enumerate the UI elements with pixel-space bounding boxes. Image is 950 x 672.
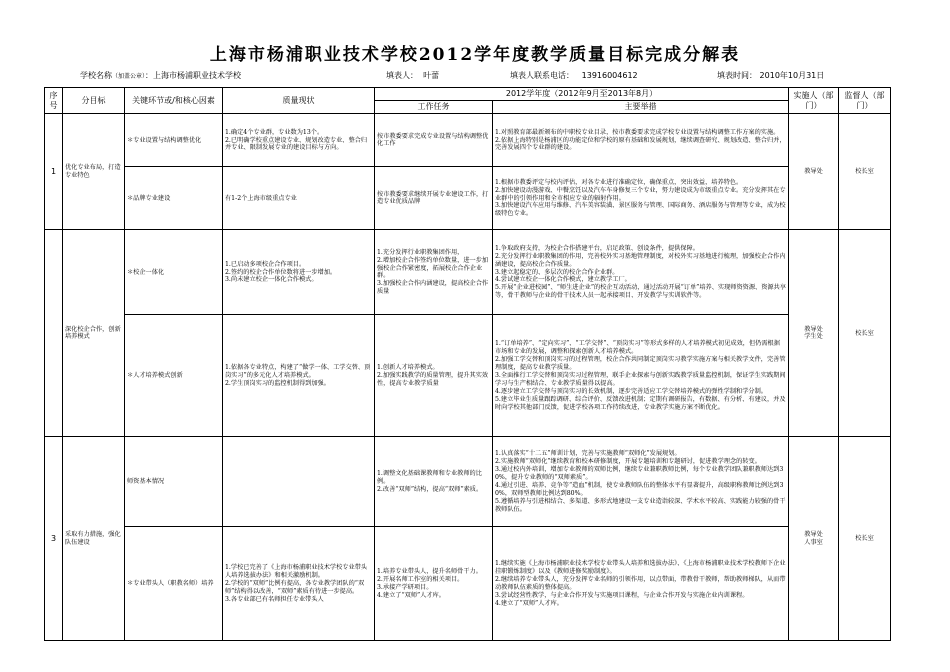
header-year: 2012学年度（2012年9月至2013年8月） — [375, 88, 789, 101]
header-quality-status: 质量现状 — [223, 88, 375, 114]
task-cell: 1.调整文化基础课教师和专业教师的比例。 2.改善“双师”结构，提高“双师”素质。 — [375, 437, 493, 527]
status-cell: 1.已启动多项校企合作项目。 2.签约的校企合作单位数将进一步增加。 3.尚未建立校企一体化合作模式。 — [223, 230, 375, 315]
header-seq: 序号 — [45, 88, 63, 114]
measures-cell: 1.认真落实“十二五”师训计划，完善与实施教师“双师化”发展规划。 2.实施教师“双师化”继续教育和校本研修制度，开展专题培训和专题研讨，促进教学理念的转变。 3.通过校内外培训，增加专业教师的双师比例，继续专业兼职教师比例，每个专业教学团队兼职教师达到30%，提升专业教师的“双师素质”。 4.通过引进、培养、竞争等“造血”机制，使专业教师队伍的整体水平有显著提升，高级职称教师比例达到30%，双师型教师比例达到80%。 5.遵循培养与引进相结合、多渠道、多形式地建设一支专业造诣较深、学术水平较高、实践能力较强的骨干教师队伍。 — [493, 437, 789, 527]
implementer-cell: 教导处 学生处 — [789, 230, 839, 437]
supervisor-cell: 校长室 — [839, 437, 891, 641]
table-row — [45, 527, 891, 641]
school-name: ：上海市杨浦职业技术学校 — [145, 71, 242, 80]
school-label: 学校名称 — [80, 71, 112, 80]
goal-cell: 优化专业布局，打造专业特色 — [63, 114, 125, 230]
phone-field — [510, 70, 638, 81]
status-cell: 1.确定4个专业群，专业数为13个。 2.已明确学校重点建设专业、规划改造专业、整合归并专业、限制发展专业的建设目标与方向。 — [223, 114, 375, 167]
table-row — [45, 437, 891, 527]
key-link-cell: ＊品牌专业建设 — [125, 167, 223, 230]
measures-cell: 1.争取政府支持，为校企合作搭建平台，启足政策、创设条件，提供保障。 2.充分发挥行业职教集团的作用，完善校外实习基地管理制度，对校外实习基地进行梳理，加强校企合作内涵建设，提高校企合作质量。 3.建立起稳定的、多层次的校企合作企业群。 4.尝试建立校企一体化合作模式，建立教学工厂。 5.开展“企业进校园”、“师生进企业”的校企互动活动，通过活动开展“订单”培养、实现师资资源、资源共享等，骨干教师与企业的骨干技术人员一起承接项目、开发教学与实训软件等。 — [493, 230, 789, 315]
status-cell: 1.依据各专业特点，构建了“做学一体、工学交替、顶岗实习”的多元化人才培养模式。 2.学生顶岗实习的监控机制得到加强。 — [223, 315, 375, 437]
header-implementer: 实施人（部门） — [789, 88, 839, 114]
seq-cell — [45, 230, 63, 437]
measures-cell: 1.根据市教委评定与校内评估，对各专业进行准确定位，确保重点，突出效益，培养特色。 2.加快建设动漫游戏、中餐烹饪以及汽车车身修复三个专业，努力建设成为市级重点专业。充分发挥其在专业群中的引领作用和全市相应专业的辐射作用。 3.加快建设汽车应用与维修、汽车美容装潢、景区服务与管理、国际商务、酒店服务与管理等专业，成为校级特色专业。 — [493, 167, 789, 230]
supervisor-cell: 校长室 — [839, 230, 891, 437]
date-label: 填表时间： — [717, 71, 757, 80]
date-field — [717, 70, 824, 81]
header-goal: 分目标 — [63, 88, 125, 114]
school-name-field — [80, 70, 241, 81]
date-value: 2010年10月31日 — [759, 71, 825, 80]
phone-value: 13916004612 — [581, 71, 638, 80]
header-task: 工作任务 — [375, 101, 493, 114]
task-cell: 按市教委要求继续开展专业建设工作，打造专业优质品牌 — [375, 167, 493, 230]
task-cell: 1.创新人才培养模式。 2.加强实践教学的质量管理，提升其实效性，提高专业教学质量 — [375, 315, 493, 437]
task-cell: 1.培养专业带头人，提升名师骨干力。 2.开展名师工作室的相关项目。 3.承接产学研项目。 4.建立了“双师”人才库。 — [375, 527, 493, 641]
task-cell: 按市教委要求完成专业设置与结构调整优化工作 — [375, 114, 493, 167]
implementer-cell: 教导处 — [789, 114, 839, 230]
filler-name: 叶蕾 — [423, 71, 440, 80]
supervisor-cell: 校长室 — [839, 114, 891, 230]
header-key-link: 关键环节或/和核心因素 — [125, 88, 223, 114]
status-cell: 1.学校已完善了《上海市杨浦职业技术学校专业带头人培养选拔办法》和相关激励机制。 2.学校的“双师”比例有提高，各专业教学团队的“双师”结构得以改善，“双师”素质有待进一步提高。 3.各专业部已有名师担任专业带头人 — [223, 527, 375, 641]
status-cell — [223, 437, 375, 527]
filler-label: 填表人： — [386, 71, 418, 80]
task-cell: 1.充分发挥行业职教集团作用， 2.增加校企合作签约单位数量，进一步加强校企合作紧密度，拓展校企合作企业群。 3.加强校企合作内涵建设，提高校企合作质量 — [375, 230, 493, 315]
implementer-cell: 教导处 人事室 — [789, 437, 839, 641]
filler-field — [386, 70, 439, 81]
key-link-cell: ＊专业带头人（职教名师）培养 — [125, 527, 223, 641]
key-link-cell: ＊校企一体化 — [125, 230, 223, 315]
key-link-cell: ＊人才培养模式创新 — [125, 315, 223, 437]
table-row — [45, 315, 891, 437]
measures-cell: 1.继续实施《上海市杨浦职业技术学校专业带头人培养和选拔办法》、《上海市杨浦职业技术学校教师下企业挂职锻炼制度》以及《教师进修奖励制度》。 2.继续培养专业带头人，充分发挥专业名师的引领作用，以点带面，带教骨干教师，帮助教师梯队，从而带动教师队伍素质的整体提高。 3.尝试经营性教学，与企业合作开发与实施项目课程，与企业合作开发与实施企业内训课程。 4.建立了“双师”人才库。 — [493, 527, 789, 641]
goal-cell: 采取有力措施，强化队伍建设 — [63, 437, 125, 641]
status-cell: 有1-2个上海市级重点专业 — [223, 167, 375, 230]
goal-cell: 深化校企合作，创新培养模式 — [63, 230, 125, 437]
phone-label: 填表人联系电话： — [510, 71, 574, 80]
header-supervisor: 监督人（部门） — [839, 88, 891, 114]
key-link-cell: 师资基本情况 — [125, 437, 223, 527]
page-title: 上海市杨浦职业技术学校2012学年度教学质量目标完成分解表 — [209, 45, 741, 65]
stamp-note: （加盖公章） — [112, 73, 146, 80]
table-row — [45, 230, 891, 315]
seq-cell: 3 — [45, 437, 63, 641]
table-row — [45, 167, 891, 230]
table-row — [45, 114, 891, 167]
key-link-cell: ＊专业设置与结构调整优化 — [125, 114, 223, 167]
quality-target-table — [44, 87, 891, 641]
measures-cell: 1.对照教育部最新颁布的中职校专业目录，按市教委要求完成学校专业设置与结构调整工作方案的实施。 2.依据上海特别是杨浦区的功能定位和学校的原有基础和发展规划，继续调查研究、规划改造、整合归并，完善发展四个专业群的建设。 — [493, 114, 789, 167]
measures-cell: 1.“订单培养”、“定向实习”、“工学交替”、“顶岗实习”等形式多样的人才培养模式初见成效，但仍需根据市场和专业的发展，调整和探索创新人才培养模式。 2.加强工学交替和顶岗实习的过程管理，校企合作共同制定顶岗实习教学实施方案与相关教学文件，完善管理制度，提高专业教学质量。 3.全面推行工学交替和顶岗实习过程管理，联手企业探索与创新实践教学质量监控机制，保证学生实践期间学习与生产相结合、专业教学质量得以提高。 4.逐步建立工学交替与顶岗实习的长效机制，逐步完善适应工学交替培养模式的弹性学制和学分制。 5.建立毕业生质量跟踪调研、综合评价、反馈改进机制；定期有调研报告，有数据、有分析、有建议，并及时向学校其他部门反馈，促进学校各项工作持续改进，专业教学实施方案不断优化。 — [493, 315, 789, 437]
header-measures: 主要举措 — [493, 101, 789, 114]
seq-cell: 1 — [45, 114, 63, 230]
